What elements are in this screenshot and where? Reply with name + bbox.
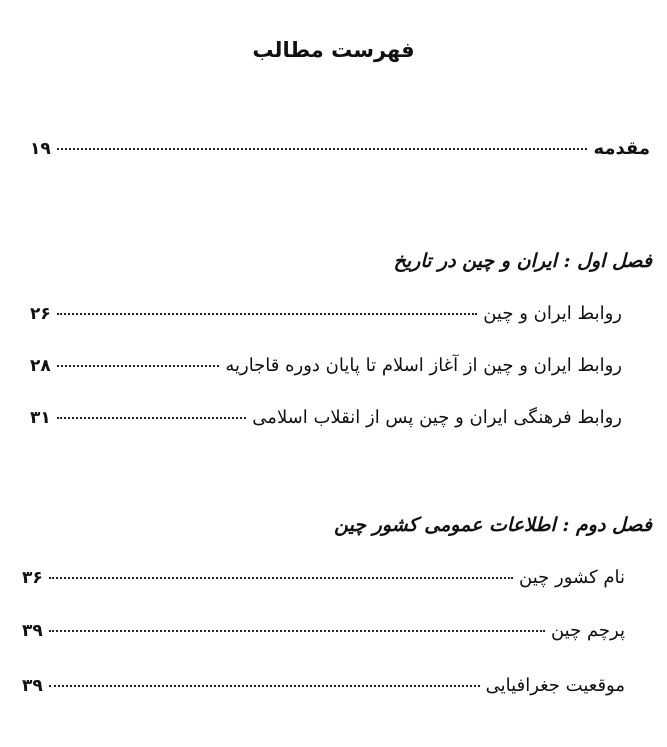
toc-entry-label: موقعیت جغرافیایی [485, 675, 625, 696]
dot-leader [57, 148, 588, 150]
dot-leader [49, 685, 480, 687]
toc-page-number: ۳۹ [22, 621, 43, 641]
dot-leader [49, 577, 513, 579]
dot-leader [57, 313, 477, 315]
toc-entry[interactable] [22, 567, 625, 595]
toc-entry-intro[interactable] [30, 138, 650, 166]
chapter-heading-2: فصل دوم : اطلاعات عمومی کشور چین [334, 514, 652, 536]
toc-page-number: ۲۸ [30, 356, 51, 376]
toc-page-number: ۳۹ [22, 676, 43, 696]
toc-entry[interactable] [30, 355, 622, 383]
toc-entry-label: پرچم چین [550, 620, 625, 641]
dot-leader [49, 630, 545, 632]
page-title: فهرست مطالب [252, 38, 415, 62]
toc-entry-label: روابط ایران و چین [483, 303, 622, 324]
toc-page-number: ۳۱ [30, 408, 51, 428]
dot-leader [57, 365, 220, 367]
toc-entry[interactable] [30, 303, 622, 331]
toc-entry-label: روابط فرهنگی ایران و چین پس از انقلاب اسلامی [252, 407, 622, 428]
chapter-heading-1: فصل اول : ایران و چین در تاریخ [393, 250, 652, 272]
toc-entry[interactable] [22, 620, 625, 648]
toc-entry-label: نام کشور چین [519, 567, 625, 588]
toc-page-number: ۱۹ [30, 139, 51, 159]
toc-entry[interactable] [30, 407, 622, 435]
dot-leader [57, 417, 247, 419]
toc-entry-label: مقدمه [593, 138, 650, 159]
toc-page-number: ۲۶ [30, 304, 51, 324]
toc-entry-label: روابط ایران و چین از آغاز اسلام تا پایان دوره قاجاریه [225, 355, 622, 376]
toc-entry[interactable] [22, 675, 625, 703]
toc-page-number: ۳۶ [22, 568, 43, 588]
